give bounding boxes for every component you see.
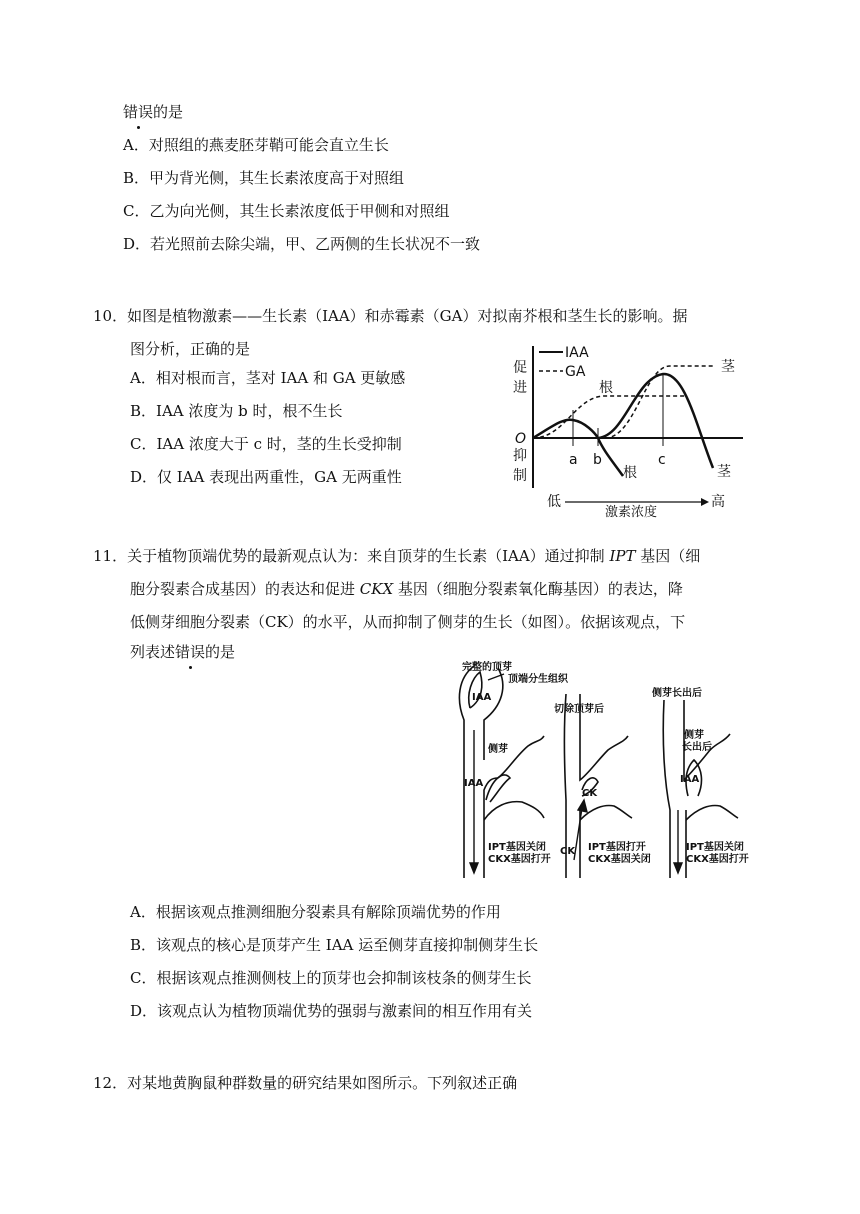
stem-top-label: 茎 [721, 359, 735, 375]
q12-stem-text: 对某地黄胸鼠种群数量的研究结果如图所示。下列叙述正确 [127, 1074, 518, 1092]
q11-line4-pre: 列表述 [130, 643, 176, 661]
p1-lateral-bud [486, 775, 510, 802]
iaa-root-curve [533, 420, 623, 476]
q10-option-c: C．IAA 浓度大于 c 时，茎的生长受抑制 [130, 435, 402, 453]
q11-number: 11． [93, 547, 128, 565]
p1-branch-upper [498, 736, 544, 778]
x-title: 激素浓度 [605, 505, 658, 518]
q11-line3: 低侧芽细胞分裂素（CK）的水平，从而抑制了侧芽的生长（如图）。依据该观点，下 [130, 613, 686, 631]
marker-b-label: b [593, 452, 602, 468]
q11-ipt: IPT [609, 547, 636, 565]
root-bottom-label: 根 [623, 465, 637, 481]
legend-iaa: IAA [565, 345, 589, 361]
p3-label2: 长出后 [682, 742, 712, 753]
p2-ck-bud: CK [582, 788, 598, 799]
p1-gene1: IPT基因关闭 [488, 842, 546, 853]
q12-number: 12． [93, 1074, 128, 1092]
q11-option-b: B．该观点的核心是顶芽产生 IAA 运至侧芽直接抑制侧芽生长 [130, 936, 539, 954]
q11-apical-dominance-figure [448, 660, 768, 882]
p2-ck-label: CK [560, 846, 576, 857]
p3-gene1: IPT基因关闭 [686, 842, 744, 853]
p3-iaa: IAA [680, 774, 700, 785]
origin-label: O [515, 431, 527, 447]
q11-line2-b: 基因（细胞分裂素氧化酶基因）的表达，降 [393, 580, 683, 598]
q9-option-b: B．甲为背光侧，其生长素浓度高于对照组 [123, 169, 405, 187]
x-arrow-head [701, 498, 709, 506]
q11-line4-post: 的是 [205, 643, 236, 661]
q11-option-d: D．该观点认为植物顶端优势的强弱与激素间的相互作用有关 [130, 1002, 533, 1020]
ga-root-curve [533, 396, 685, 438]
marker-c-label: c [658, 452, 666, 468]
legend-ga: GA [565, 364, 586, 380]
p1-iaa-mid: IAA [464, 778, 484, 789]
q11-line1 [93, 546, 700, 566]
q10-hormone-curve-figure [505, 338, 755, 518]
p1-iaa-arrow-head [470, 863, 478, 873]
q9-option-d: D．若光照前去除尖端，甲、乙两侧的生长状况不一致 [123, 235, 481, 253]
q11-line2-a: 胞分裂素合成基因）的表达和促进 [130, 580, 360, 598]
p1-branch-lower [484, 802, 544, 820]
q11-option-a: A．根据该观点推测细胞分裂素具有解除顶端优势的作用 [130, 903, 501, 921]
q11-emphasis: 错误 [175, 643, 206, 661]
q11-option-c: C．根据该观点推测侧枝上的顶芽也会抑制该枝条的侧芽生长 [130, 969, 532, 987]
p3-title: 侧芽长出后 [652, 688, 702, 699]
p1-title: 完整的顶芽 [462, 662, 512, 673]
q10-stem-line1 [93, 306, 688, 326]
q11-line2 [130, 579, 683, 599]
p2-title: 切除顶芽后 [554, 704, 604, 715]
q12-stem [93, 1073, 517, 1093]
p3-gene2: CKX基因打开 [686, 854, 749, 865]
p1-gene2: CKX基因打开 [488, 854, 551, 865]
p1-iaa-top: IAA [472, 692, 492, 703]
q9-option-a: A．对照组的燕麦胚芽鞘可能会直立生长 [123, 136, 389, 154]
marker-a-label: a [569, 452, 578, 468]
q11-line4 [130, 642, 235, 662]
q10-number: 10． [93, 307, 128, 325]
y-label-inhibit-2: 制 [513, 468, 527, 484]
y-label-inhibit-1: 抑 [513, 448, 527, 464]
y-label-promote-2: 进 [513, 380, 527, 396]
q9-stem-end-post: 的是 [153, 103, 184, 121]
x-high-label: 高 [711, 494, 725, 510]
y-label-promote-1: 促 [513, 360, 527, 376]
p3-branch-lower [686, 806, 738, 820]
q9-emphasis: 错误 [123, 103, 154, 121]
q10-option-a: A．相对根而言，茎对 IAA 和 GA 更敏感 [130, 369, 406, 387]
iaa-stem-curve [598, 374, 713, 468]
q9-stem-end [123, 102, 183, 122]
q11-line1-a: 关于植物顶端优势的最新观点认为：来自顶芽的生长素（IAA）通过抑制 [127, 547, 610, 565]
root-top-label: 根 [599, 380, 613, 396]
p3-label1: 侧芽 [684, 730, 704, 741]
p3-iaa-arrow-head [674, 863, 682, 873]
q11-line1-b: 基因（细 [635, 547, 701, 565]
q11-ckx: CKX [359, 580, 394, 598]
p2-gene1: IPT基因打开 [588, 842, 646, 853]
x-low-label: 低 [547, 494, 561, 510]
q10-option-b: B．IAA 浓度为 b 时，根不生长 [130, 402, 343, 420]
p1-lateral-label: 侧芽 [488, 744, 508, 755]
stem-bottom-label: 茎 [717, 464, 731, 480]
p3-stem-left [663, 700, 670, 878]
q10-stem-line2: 图分析，正确的是 [130, 340, 251, 358]
p1-meristem-label: 顶端分生组织 [508, 674, 568, 685]
q9-option-c: C．乙为向光侧，其生长素浓度低于甲侧和对照组 [123, 202, 450, 220]
p2-ck-arrow-head [578, 800, 587, 812]
p2-gene2: CKX基因关闭 [588, 854, 651, 865]
q10-stem-text: 如图是植物激素——生长素（IAA）和赤霉素（GA）对拟南芥根和茎生长的影响。据 [127, 307, 688, 325]
q10-option-d: D．仅 IAA 表现出两重性，GA 无两重性 [130, 468, 402, 486]
